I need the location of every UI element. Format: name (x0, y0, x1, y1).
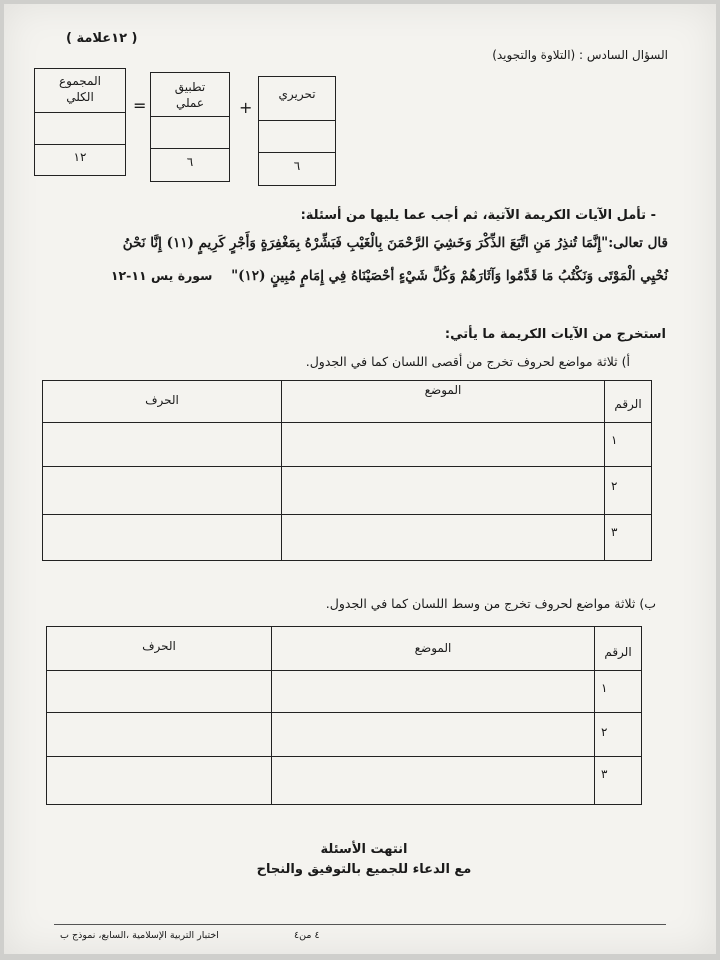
row-number: ٣ (595, 757, 642, 805)
table-header-row (47, 627, 642, 671)
header-letter: الحرف (47, 627, 272, 671)
practical-score-box (150, 72, 230, 182)
header-number: الرقم (605, 381, 652, 423)
position-cell[interactable] (272, 757, 595, 805)
total-score-blank (35, 113, 125, 145)
letter-cell[interactable] (47, 757, 272, 805)
end-of-questions: انتهت الأسئلة (320, 842, 408, 857)
verse-line-1: قال تعالى:"إِنَّمَا تُنذِرُ مَنِ اتَّبَعَ الذِّكْرَ وَخَشِيَ الرَّحْمَنَ بِالْغَيْبِ فَبَشِّرْهُ بِمَغْفِرَةٍ وَأَجْرٍ كَرِيمٍ (١١) إِنَّا نَحْنُ (122, 235, 668, 251)
practical-score-label: تطبيق عملي (151, 73, 229, 117)
table-row (47, 757, 642, 805)
exam-page (4, 4, 716, 954)
footer-rule (54, 924, 666, 925)
question-title: السؤال السادس : (التلاوة والتجويد) (492, 48, 668, 62)
header-position: الموضع (272, 627, 595, 671)
plus-sign: + (239, 98, 253, 117)
row-number: ١ (605, 423, 652, 467)
position-cell[interactable] (282, 515, 605, 561)
footer-exam-name: اختبار التربية الإسلامية ،السابع، نموذج ب (60, 930, 219, 941)
verse-line-2-text: نُحْيِي الْمَوْتَى وَنَكْتُبُ مَا قَدَّمُوا وَآثَارَهُمْ وَكُلَّ شَيْءٍ أحْصَيْنَاهُ فِي إِمَامٍ مُبِينٍ (١٢)" (231, 268, 668, 284)
passage-intro: - تأمل الآيات الكريمة الآتية، ثم أجب عما يليها من أسئلة: (300, 208, 656, 223)
written-score-value: ٦ (293, 159, 301, 173)
table-row (43, 467, 652, 515)
total-score-label: المجموع الكلي (35, 69, 125, 113)
equals-sign: = (133, 96, 147, 115)
row-number: ٢ (605, 467, 652, 515)
written-score-box (258, 76, 336, 186)
marks-label: ( ١٢علامة ) (66, 31, 138, 46)
verse-source: سورة يس ١١-١٢ (110, 268, 213, 283)
written-score-label: تحريري (259, 77, 335, 121)
row-number: ٢ (595, 713, 642, 757)
position-cell[interactable] (282, 423, 605, 467)
table-row (47, 671, 642, 713)
verse-line-2 (40, 268, 668, 284)
table-header-row (43, 381, 652, 423)
part-a-label: أ) ثلاثة مواضع لحروف تخرج من أقصى اللسان كما في الجدول. (305, 354, 630, 369)
part-b-table (46, 626, 642, 805)
practical-score-blank (151, 117, 229, 149)
closing-wish: مع الدعاء للجميع بالتوفيق والنجاح (256, 862, 472, 877)
header-letter: الحرف (43, 381, 282, 423)
position-cell[interactable] (282, 467, 605, 515)
letter-cell[interactable] (43, 467, 282, 515)
position-cell[interactable] (272, 713, 595, 757)
row-number: ١ (595, 671, 642, 713)
table-row (43, 515, 652, 561)
letter-cell[interactable] (43, 423, 282, 467)
written-score-blank (259, 121, 335, 153)
total-score-value: ١٢ (73, 150, 87, 164)
letter-cell[interactable] (47, 713, 272, 757)
header-position: الموضع (282, 381, 605, 423)
table-row (47, 713, 642, 757)
part-a-table (42, 380, 652, 561)
footer-page-number: ٤ من٤ (294, 930, 320, 941)
table-row (43, 423, 652, 467)
position-cell[interactable] (272, 671, 595, 713)
letter-cell[interactable] (47, 671, 272, 713)
letter-cell[interactable] (43, 515, 282, 561)
practical-score-value: ٦ (186, 155, 194, 169)
part-b-label: ب) ثلاثة مواضع لحروف تخرج من وسط اللسان كما في الجدول. (325, 596, 656, 611)
row-number: ٣ (605, 515, 652, 561)
header-number: الرقم (595, 627, 642, 671)
task-instruction: استخرج من الآيات الكريمة ما يأتي: (444, 327, 666, 342)
total-score-box (34, 68, 126, 176)
